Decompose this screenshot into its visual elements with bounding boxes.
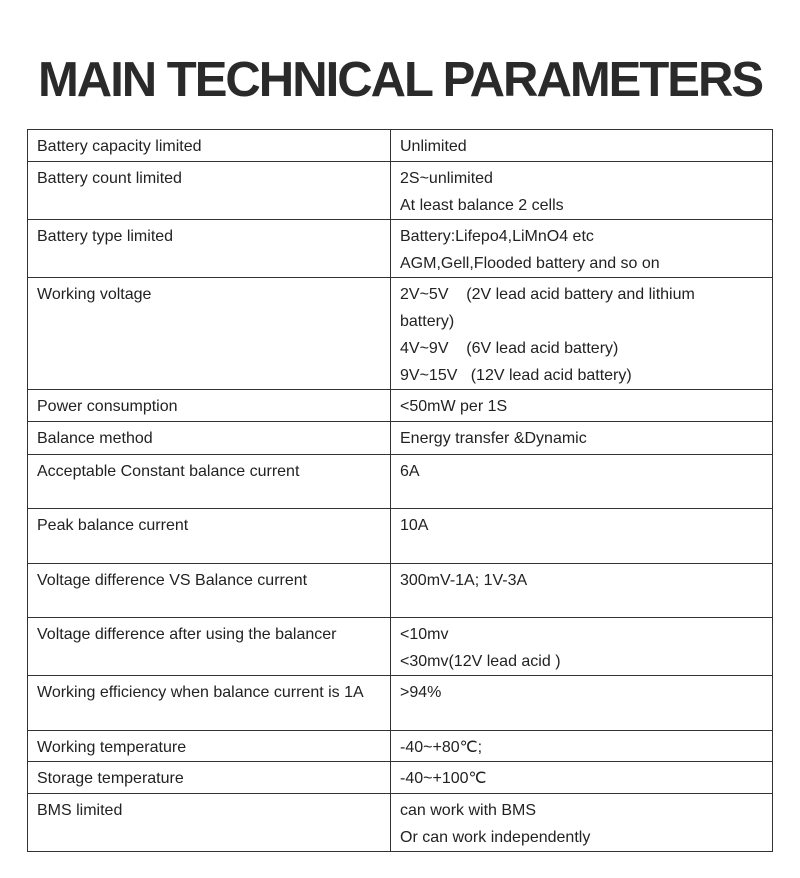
table-row bbox=[28, 220, 773, 278]
param-value-line: <50mW per 1S bbox=[400, 398, 508, 415]
param-value-line: 10A bbox=[400, 517, 429, 534]
param-value bbox=[391, 278, 773, 390]
param-name: Voltage difference after using the balancer bbox=[28, 618, 391, 676]
param-value-line: Battery:Lifepo4,LiMnO4 etc bbox=[400, 228, 594, 245]
param-value-line: Or can work independently bbox=[400, 829, 591, 846]
param-value-line: 300mV-1A; 1V-3A bbox=[400, 572, 528, 589]
param-value-line: <10mv bbox=[400, 626, 449, 643]
param-value-line: can work with BMS bbox=[400, 802, 537, 819]
param-value-line: 4V~9V (6V lead acid battery) bbox=[400, 340, 619, 357]
table-row bbox=[28, 676, 773, 731]
param-name: Acceptable Constant balance current bbox=[28, 455, 391, 509]
param-value-line: AGM,Gell,Flooded battery and so on bbox=[400, 255, 660, 272]
param-value-line: battery) bbox=[400, 313, 455, 330]
param-value bbox=[391, 390, 773, 422]
table-row bbox=[28, 762, 773, 794]
table-row bbox=[28, 278, 773, 390]
param-name: Power consumption bbox=[28, 390, 391, 422]
param-value-line: <30mv(12V lead acid ) bbox=[400, 653, 561, 670]
page-title: MAIN TECHNICAL PARAMETERS bbox=[37, 53, 763, 107]
parameters-table bbox=[27, 129, 773, 852]
param-value-line: 9V~15V (12V lead acid battery) bbox=[400, 367, 632, 384]
param-value bbox=[391, 676, 773, 731]
table-row bbox=[28, 455, 773, 509]
table-row bbox=[28, 564, 773, 618]
table-row bbox=[28, 422, 773, 455]
param-value-line: 2S~unlimited bbox=[400, 170, 493, 187]
param-name: Working efficiency when balance current is 1A bbox=[28, 676, 391, 731]
param-value bbox=[391, 130, 773, 162]
param-value-line: -40~+100℃ bbox=[400, 770, 487, 787]
param-value-line: >94% bbox=[400, 684, 442, 701]
param-value bbox=[391, 220, 773, 278]
param-value-line: At least balance 2 cells bbox=[400, 197, 564, 214]
param-value bbox=[391, 162, 773, 220]
param-name: Battery capacity limited bbox=[28, 130, 391, 162]
param-value-line: 2V~5V (2V lead acid battery and lithium bbox=[400, 286, 695, 303]
param-value bbox=[391, 509, 773, 564]
table-row bbox=[28, 731, 773, 762]
param-value bbox=[391, 731, 773, 762]
table-row bbox=[28, 618, 773, 676]
table-row bbox=[28, 130, 773, 162]
param-value bbox=[391, 455, 773, 509]
param-value bbox=[391, 794, 773, 852]
param-name: Working voltage bbox=[28, 278, 391, 390]
param-name: Storage temperature bbox=[28, 762, 391, 794]
param-value bbox=[391, 618, 773, 676]
param-value bbox=[391, 564, 773, 618]
param-name: Balance method bbox=[28, 422, 391, 455]
table-row bbox=[28, 794, 773, 852]
table-row bbox=[28, 509, 773, 564]
param-name: Working temperature bbox=[28, 731, 391, 762]
param-value bbox=[391, 422, 773, 455]
param-name: Voltage difference VS Balance current bbox=[28, 564, 391, 618]
table-row bbox=[28, 390, 773, 422]
param-value-line: Energy transfer &Dynamic bbox=[400, 430, 587, 447]
param-name: Peak balance current bbox=[28, 509, 391, 564]
param-name: Battery type limited bbox=[28, 220, 391, 278]
param-name: Battery count limited bbox=[28, 162, 391, 220]
param-value-line: -40~+80℃; bbox=[400, 739, 483, 756]
param-value-line: 6A bbox=[400, 463, 420, 480]
param-value-line: Unlimited bbox=[400, 138, 467, 155]
param-name: BMS limited bbox=[28, 794, 391, 852]
param-value bbox=[391, 762, 773, 794]
table-row bbox=[28, 162, 773, 220]
